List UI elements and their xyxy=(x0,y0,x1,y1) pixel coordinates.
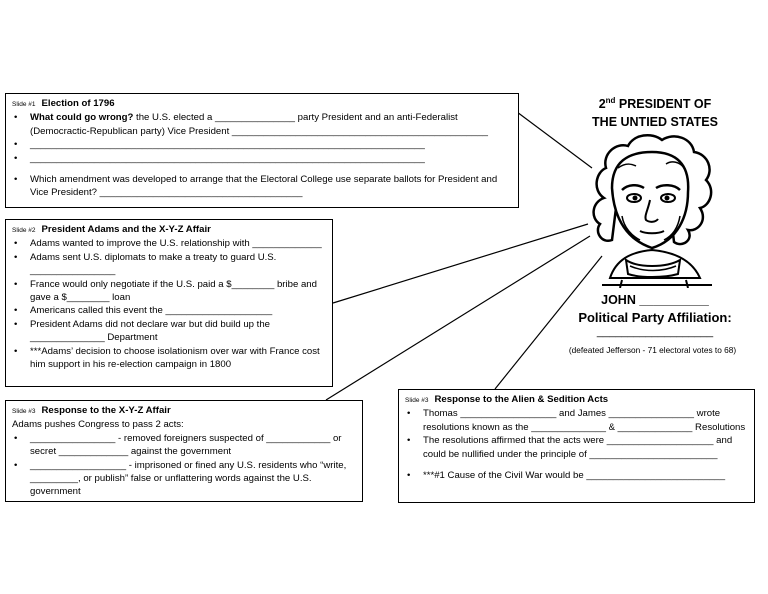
slide1-header xyxy=(12,97,512,111)
john-adams-portrait-icon xyxy=(582,128,722,288)
slide2-heading: President Adams and the X-Y-Z Affair xyxy=(41,224,211,235)
blank-line: __________________________________________________________________________ xyxy=(30,152,425,164)
slide3-xyz-item: • ________________ - removed foreigners suspected of ____________ or secret _____________ against the government xyxy=(12,432,356,459)
party-affiliation-label: Political Party Affiliation: xyxy=(578,310,732,325)
slide3-xyz-intro: Adams pushes Congress to pass 2 acts: xyxy=(12,419,184,431)
slide3-alien-tag: Slide #3 xyxy=(405,397,429,404)
slide1-list xyxy=(12,111,512,199)
title-line1-rest: PRESIDENT OF xyxy=(615,97,712,112)
slide1-q2-text: Which amendment was developed to arrange that the Electoral College use separate ballots for President and Vice President? ______________________________________ xyxy=(30,174,498,199)
party-affiliation-blank: ___________________ xyxy=(596,326,714,338)
slide3-alien-list xyxy=(405,407,748,482)
slide2-item: • France would only negotiate if the U.S. paid a $________ bribe and gave a $________ loan xyxy=(12,278,326,305)
slide1-blank-line-1 xyxy=(12,138,512,151)
slide3-xyz-list xyxy=(12,432,356,499)
slide3-alien-heading: Response to the Alien & Sedition Acts xyxy=(434,394,609,405)
slide1-box xyxy=(5,93,519,208)
slide3-xyz-heading: Response to the X-Y-Z Affair xyxy=(41,405,171,416)
slide1-q1-bold: What could go wrong? xyxy=(30,112,134,124)
slide3-alien-box xyxy=(398,389,755,503)
slide1-question-2 xyxy=(12,173,512,200)
slide3-alien-header xyxy=(405,393,748,407)
slide3-xyz-tag: Slide #3 xyxy=(12,408,36,415)
slide1-heading: Election of 1796 xyxy=(41,98,115,109)
slide3-alien-item: • ***#1 Cause of the Civil War would be __________________________ xyxy=(405,469,748,482)
slide2-header xyxy=(12,223,326,237)
slide3-xyz-box xyxy=(5,400,363,502)
slide3-alien-item: • Thomas __________________ and James ________________ wrote resolutions known as the ______________ & ______________ Resolutions xyxy=(405,407,748,434)
slide2-box xyxy=(5,219,333,387)
slide2-item: • Adams sent U.S. diplomats to make a treaty to guard U.S. ________________ xyxy=(12,251,326,278)
title-line-2: THE UNTIED STATES xyxy=(592,115,718,130)
defeat-note: (defeated Jefferson - 71 electoral votes to 68) xyxy=(568,345,737,355)
name-line: JOHN __________ xyxy=(601,293,709,307)
connector-line-slide2 xyxy=(333,224,588,303)
slide2-list xyxy=(12,237,326,371)
slide2-item: • Americans called this event the ____________________ xyxy=(12,304,326,317)
title-ordinal-suffix: nd xyxy=(605,96,616,105)
title-line-1 xyxy=(580,92,730,113)
slide2-item: • President Adams did not declare war but did build up the ______________ Department xyxy=(12,318,326,345)
slide2-item: • ***Adams’ decision to choose isolationism over war with France cost him support in his re-election campaign in 1800 xyxy=(12,345,326,372)
slide1-q1-text: the U.S. elected a _______________ party President and an anti-Federalist (Democractic-Republican party) Vice President ________________________________________________ xyxy=(30,112,489,137)
slide1-question-1 xyxy=(12,111,512,138)
slide1-blank-line-2 xyxy=(12,152,512,165)
slide3-xyz-header xyxy=(12,404,356,418)
slide1-tag: Slide #1 xyxy=(12,101,36,108)
slide2-tag: Slide #2 xyxy=(12,227,36,234)
slide3-xyz-item: • __________________ - imprisoned or fined any U.S. residents who “write, _________, or publish” false or unflattering words against the U.S. government xyxy=(12,459,356,499)
slide2-item: • Adams wanted to improve the U.S. relationship with _____________ xyxy=(12,237,326,250)
blank-line: __________________________________________________________________________ xyxy=(30,139,425,151)
title-ordinal: 2 xyxy=(598,97,606,112)
president-title xyxy=(580,92,730,131)
slide3-alien-item: • The resolutions affirmed that the acts were ____________________ and could be nullified under the principle of ________________________ xyxy=(405,434,748,461)
connector-line-slide3a xyxy=(326,236,590,400)
